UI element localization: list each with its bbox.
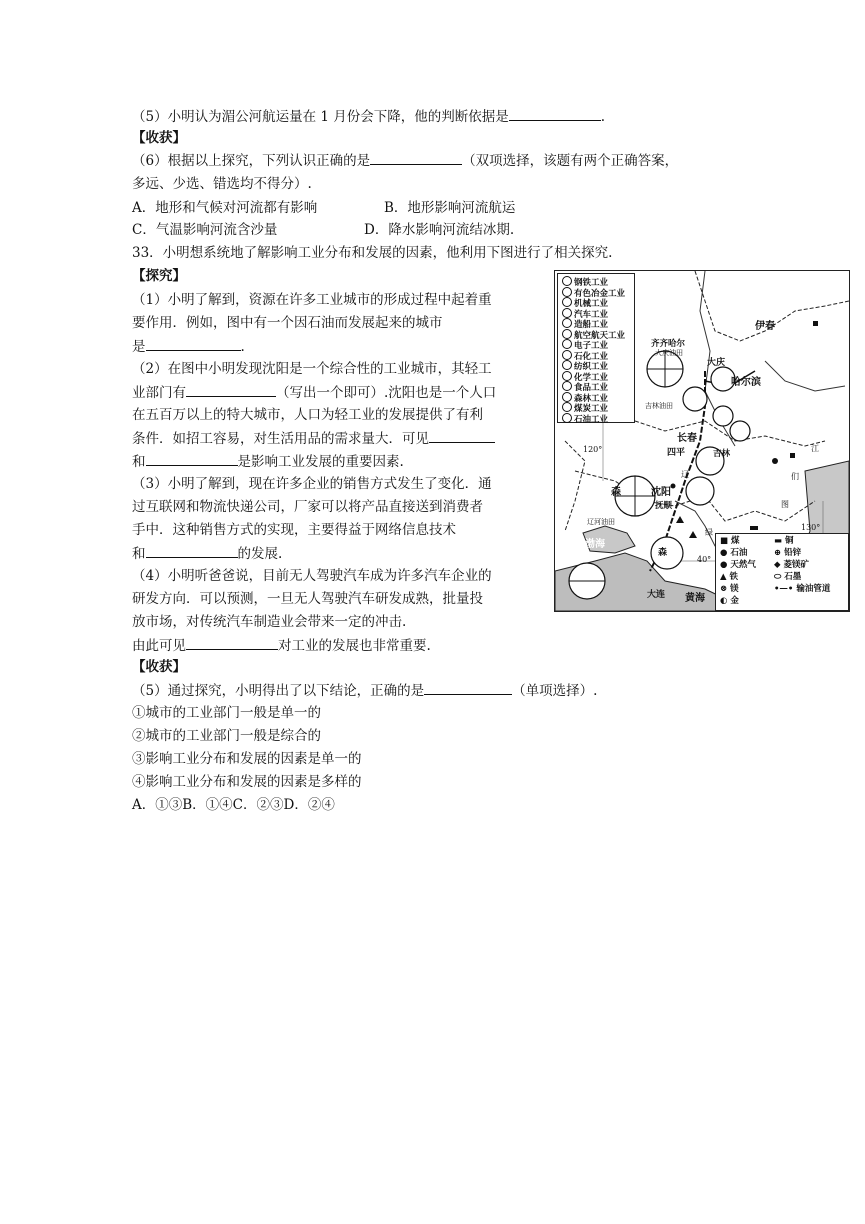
liaohe-oilfield: 辽河油田 xyxy=(587,518,615,526)
label-forest-2: 森 xyxy=(658,548,668,558)
river-jiang: 江 xyxy=(811,444,819,453)
aerospace-icon xyxy=(562,329,572,339)
q32-6: （6）根据以上探究，下列认识正确的是 （双项选择，该题有两个正确答案， xyxy=(132,150,678,171)
sea-bohai: 渤海 xyxy=(585,539,605,550)
city-yichun: 伊春 xyxy=(755,321,775,332)
answer-blank[interactable] xyxy=(146,543,238,558)
q33-1-l2: 要作用．例如，图中有一个因石油而发展起来的城市 xyxy=(132,315,443,331)
jilin-oilfield: 吉林油田 xyxy=(645,402,673,410)
q33-2-l1: （2）在图中小明发现沈阳是一个综合性的工业城市，其轻工 xyxy=(132,361,492,377)
ship-icon xyxy=(562,318,572,328)
answer-blank[interactable] xyxy=(146,451,238,466)
city-qiqihar: 齐齐哈尔 xyxy=(651,339,686,349)
q33-2-l2: 业部门有 （写出一个即可）.沈阳也是一个人口 xyxy=(132,382,496,403)
answer-blank[interactable] xyxy=(424,680,512,695)
city-daqing: 大庆 xyxy=(707,358,726,368)
forest-icon xyxy=(562,392,572,402)
q33-4-l3: 放市场，对传统汽车制造业会带来一定的冲击. xyxy=(132,614,407,630)
city-changchun: 长春 xyxy=(677,433,697,444)
city-fushun: 抚顺 xyxy=(655,501,673,511)
machinery-icon xyxy=(562,297,572,307)
q33-title: 33．小明想系统地了解影响工业分布和发展的因素，他利用下图进行了相关探究. xyxy=(132,245,613,261)
option-b: B．地形影响河流航运 xyxy=(384,200,516,216)
q33-4-l1: （4）小明听爸爸说，目前无人驾驶汽车成为许多汽车企业的 xyxy=(132,568,492,584)
oil-icon xyxy=(562,413,572,423)
industry-legend: 钢铁工业 有色冶金工业 机械工业 汽车工业 造船工业 航空航天工业 电子工业 石化工业 纺织工业 化学工业 食品工业 森林工业 煤炭工业 石油工业 xyxy=(557,273,635,423)
q33-2-l3: 在五百万以上的特大城市，人口为轻工业的发展提供了有利 xyxy=(132,407,483,423)
textile-icon xyxy=(562,360,572,370)
answer-choices: A．①③B．①④C．②③D．②④ xyxy=(132,797,335,813)
q33-5: （5）通过探究，小明得出了以下结论，正确的是 （单项选择）. xyxy=(132,680,597,701)
chemical-icon xyxy=(562,371,572,381)
option-a: A．地形和气候对河流都有影响 xyxy=(132,200,318,216)
explore-title: 【探究】 xyxy=(132,268,186,284)
harvest-title-2: 【收获】 xyxy=(132,659,186,675)
river-liao: 辽 xyxy=(681,470,689,479)
q33-1-l3: 是 . xyxy=(132,336,245,357)
q33-3-l2: 过互联网和物流快递公司，厂家可以将产品直接送到消费者 xyxy=(132,499,483,515)
city-jilin: 吉林 xyxy=(713,449,731,459)
statement-4: ④影响工业分布和发展的因素是多样的 xyxy=(132,774,362,790)
q32-5: （5）小明认为湄公河航运量在 1 月份会下降，他的判断依据是 . xyxy=(132,106,605,127)
petrochem-icon xyxy=(562,350,572,360)
q33-3-l1: （3）小明了解到，现在许多企业的销售方式发生了变化．通 xyxy=(132,476,492,492)
food-icon xyxy=(562,381,572,391)
lon-130: 130° xyxy=(801,523,821,532)
statement-3: ③影响工业分布和发展的因素是单一的 xyxy=(132,751,362,767)
river-lu: 绿 xyxy=(705,528,713,537)
statement-2: ②城市的工业部门一般是综合的 xyxy=(132,728,321,744)
q33-1-l1: （1）小明了解到，资源在许多工业城市的形成过程中起着重 xyxy=(132,292,492,308)
harvest-title: 【收获】 xyxy=(132,130,186,146)
answer-blank[interactable] xyxy=(370,150,462,165)
q33-2-l5: 和 是影响工业发展的重要因素. xyxy=(132,451,404,472)
lat-40: 40° xyxy=(697,555,712,564)
city-siping: 四平 xyxy=(667,448,686,458)
answer-blank[interactable] xyxy=(509,106,601,121)
river-men: 们 xyxy=(791,472,799,481)
sea-huanghai: 黄海 xyxy=(685,593,705,604)
car-icon xyxy=(562,308,572,318)
river-tu: 图 xyxy=(781,500,789,509)
city-shenyang: 沈阳 xyxy=(651,487,671,498)
q33-4-l4: 由此可见 对工业的发展也非常重要. xyxy=(132,635,431,656)
statement-1: ①城市的工业部门一般是单一的 xyxy=(132,705,321,721)
label-forest-1: 森 xyxy=(611,487,621,498)
answer-blank[interactable] xyxy=(186,382,276,397)
metallurgy-icon xyxy=(562,287,572,297)
option-c: C．气温影响河流含沙量 xyxy=(132,222,278,238)
answer-blank[interactable] xyxy=(429,428,495,443)
answer-blank[interactable] xyxy=(146,336,241,351)
city-harbin: 哈尔滨 xyxy=(731,377,761,388)
resource-legend: ■ 煤 ● 石油 ● 天然气 ▲ 铁 ⊗ 镁 ◐ 金 ▬ 铜 ⊕ 铅锌 ◆ 菱镁矿 ⬭ 石墨 •—• 输油管道 xyxy=(715,533,849,611)
city-dalian: 大连 xyxy=(647,590,666,600)
q33-3-l3: 手中．这种销售方式的实现，主要得益于网络信息技术 xyxy=(132,522,456,538)
answer-blank[interactable] xyxy=(186,635,278,650)
daqing-oilfield: 大庆油田 xyxy=(655,349,683,357)
steel-icon xyxy=(562,276,572,286)
electronics-icon xyxy=(562,339,572,349)
industry-map xyxy=(554,270,850,612)
q33-3-l4: 和 的发展. xyxy=(132,543,282,564)
q32-6-line2: 多远、少选、错选均不得分）. xyxy=(132,176,312,192)
option-d: D．降水影响河流结冰期. xyxy=(364,222,515,238)
coal-icon xyxy=(562,402,572,412)
q33-2-l4: 条件．如招工容易，对生活用品的需求量大．可见 xyxy=(132,428,495,449)
q33-4-l2: 研发方向．可以预测，一旦无人驾驶汽车研发成熟，批量投 xyxy=(132,591,483,607)
lon-120: 120° xyxy=(583,445,603,454)
